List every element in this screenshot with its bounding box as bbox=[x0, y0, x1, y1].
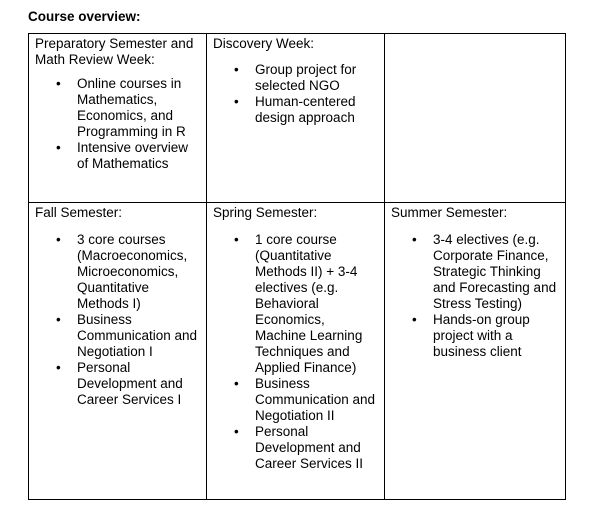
list-item: • 3-4 electives (e.g. Corporate Finance, Strategic Thinking and Forecasting and Stress Testing) bbox=[433, 232, 560, 312]
list-item: • 3 core courses (Macroeconomics, Microeconomics, Quantitative Methods I) bbox=[77, 232, 201, 312]
cell-fall-semester bbox=[29, 203, 207, 500]
cell-summer-semester bbox=[385, 203, 566, 500]
list-item: • Personal Development and Career Services II bbox=[255, 424, 379, 472]
bullet-list bbox=[35, 232, 201, 408]
table-row bbox=[29, 203, 566, 500]
bullet-list bbox=[213, 62, 379, 126]
bullet-list bbox=[35, 76, 201, 172]
list-item: • Online courses in Mathematics, Economics, and Programming in R bbox=[77, 76, 201, 140]
cell-title: Preparatory Semester and Math Review Week: bbox=[35, 36, 194, 67]
cell-discovery-week bbox=[207, 34, 385, 203]
list-item: • Business Communication and Negotiation II bbox=[255, 376, 379, 424]
table-row bbox=[29, 34, 566, 203]
cell-title: Spring Semester: bbox=[213, 205, 318, 220]
cell-title: Summer Semester: bbox=[391, 205, 508, 220]
cell-empty bbox=[385, 34, 566, 203]
cell-preparatory-semester bbox=[29, 34, 207, 203]
cell-spring-semester bbox=[207, 203, 385, 500]
list-item: • 1 core course (Quantitative Methods II) + 3-4 electives (e.g. Behavioral Economics, Machine Learning Techniques and Applied Finance) bbox=[255, 232, 379, 376]
course-overview-table bbox=[28, 33, 566, 500]
bullet-list bbox=[213, 232, 379, 472]
list-item: • Personal Development and Career Services I bbox=[77, 360, 201, 408]
list-item: • Human-centered design approach bbox=[255, 94, 379, 126]
course-overview-heading: Course overview: bbox=[28, 9, 141, 24]
bullet-list bbox=[391, 232, 560, 360]
list-item: • Business Communication and Negotiation I bbox=[77, 312, 201, 360]
list-item: • Hands-on group project with a business client bbox=[433, 312, 560, 360]
list-item: • Group project for selected NGO bbox=[255, 62, 379, 94]
cell-title: Fall Semester: bbox=[35, 205, 123, 220]
cell-title: Discovery Week: bbox=[213, 36, 315, 51]
list-item: • Intensive overview of Mathematics bbox=[77, 140, 201, 172]
